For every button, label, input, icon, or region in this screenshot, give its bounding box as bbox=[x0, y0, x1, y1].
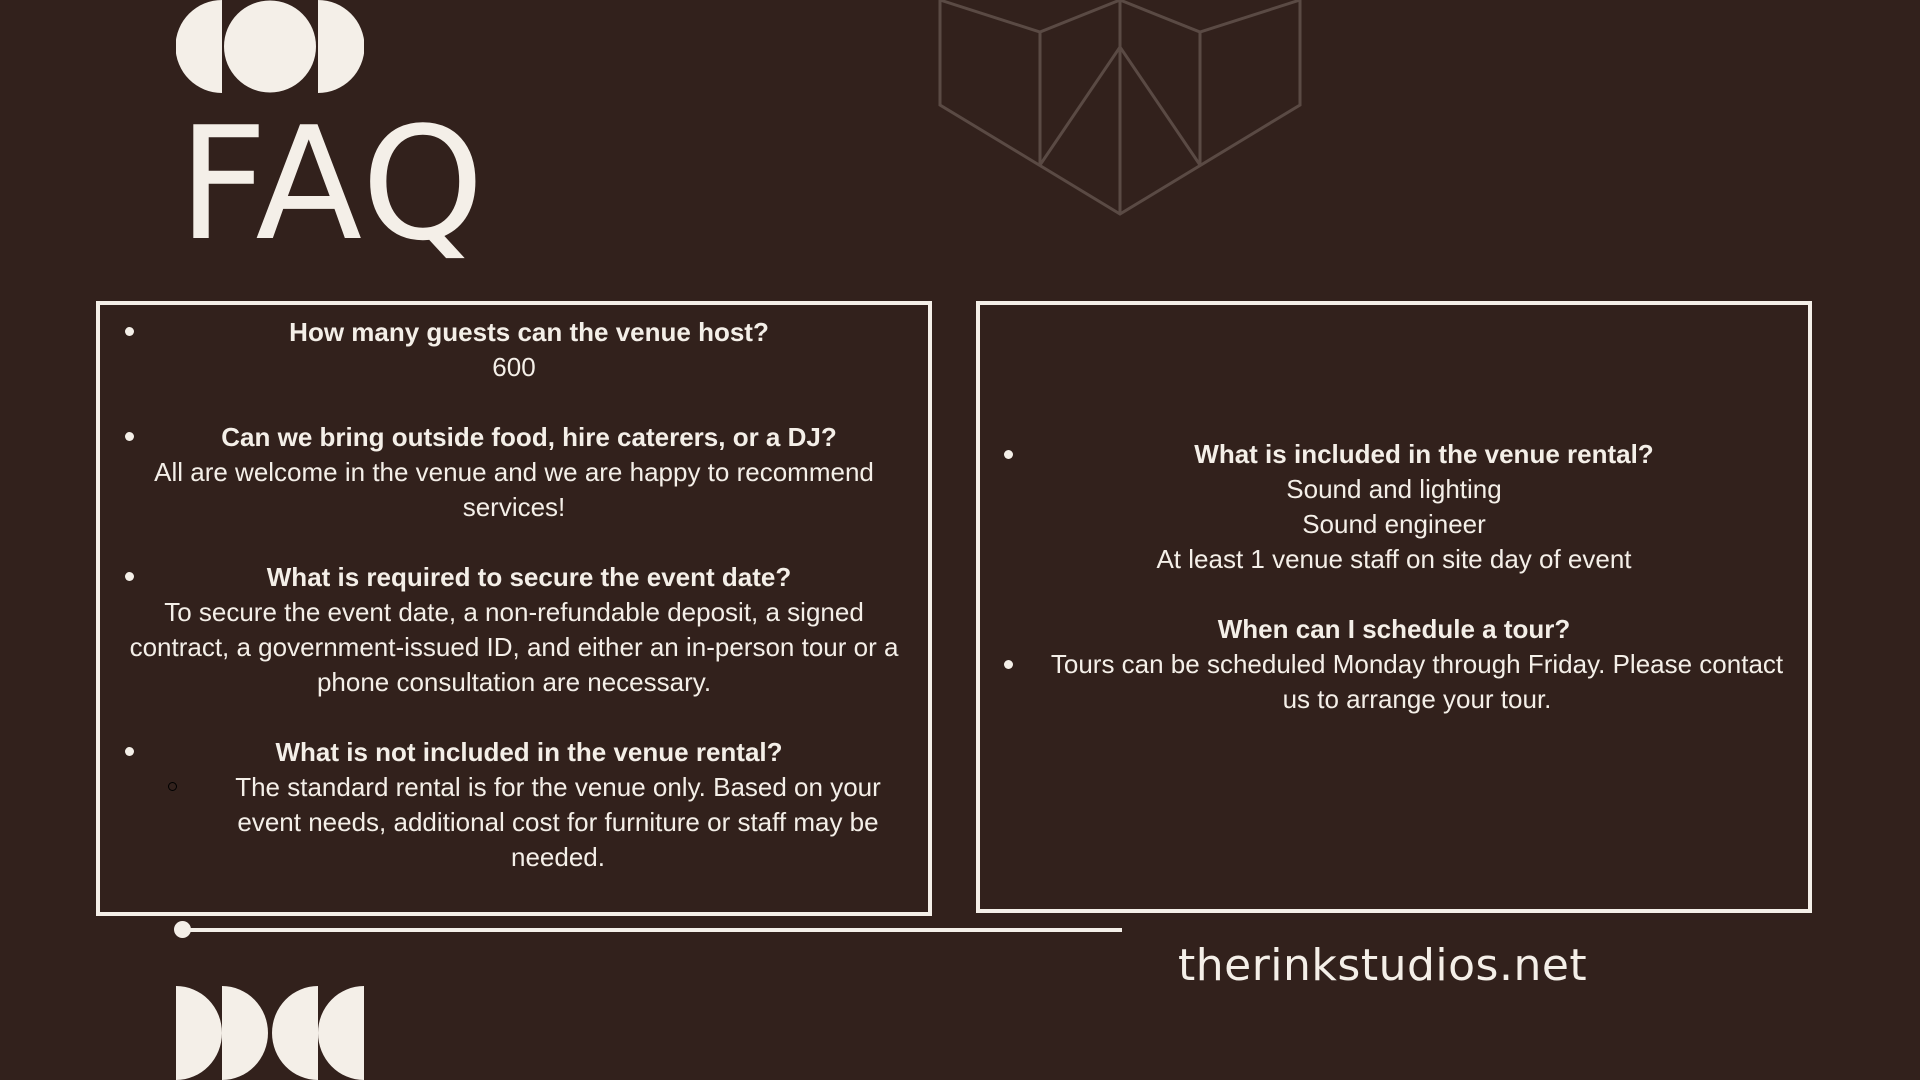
faq-answer-line: 600 bbox=[492, 352, 536, 382]
faq-item-outside-food bbox=[100, 420, 928, 455]
faq-item-not-included bbox=[100, 735, 928, 770]
faq-answer-guests bbox=[100, 350, 928, 385]
faq-question: What is included in the venue rental? bbox=[1194, 439, 1654, 469]
faq-question: What is not included in the venue rental? bbox=[275, 737, 783, 767]
faq-panel-right bbox=[976, 301, 1812, 913]
faq-item-secure-date bbox=[100, 560, 928, 595]
faq-answer-line: phone consultation are necessary. bbox=[316, 667, 712, 697]
faq-answer-tour bbox=[980, 647, 1808, 717]
faq-answer-line: Tours can be scheduled Monday through Friday. Please contact bbox=[1050, 649, 1784, 679]
faq-answer-line: us to arrange your tour. bbox=[1282, 684, 1552, 714]
faq-answer-line: services! bbox=[462, 492, 566, 522]
faq-question: Can we bring outside food, hire caterers, or a DJ? bbox=[221, 422, 837, 452]
faq-answer-included bbox=[980, 472, 1808, 577]
faq-answer-secure-date bbox=[100, 595, 928, 700]
faq-answer-line: To secure the event date, a non-refundable deposit, a signed bbox=[164, 597, 864, 627]
faq-answer-line: The standard rental is for the venue only. Based on your bbox=[235, 772, 881, 802]
faq-answer-line: Sound and lighting bbox=[1286, 474, 1502, 504]
decorative-circles-top bbox=[176, 0, 364, 93]
divider-line bbox=[182, 928, 1122, 932]
faq-question: How many guests can the venue host? bbox=[289, 317, 769, 347]
faq-question: When can I schedule a tour? bbox=[1217, 614, 1571, 644]
faq-panel-left bbox=[96, 301, 932, 916]
faq-answer-line: needed. bbox=[511, 842, 605, 872]
faq-answer-line: contract, a government-issued ID, and either an in-person tour or a bbox=[129, 632, 899, 662]
faq-item-guests bbox=[100, 315, 928, 350]
decorative-halfcircles-bottom bbox=[176, 986, 364, 1080]
faq-answer-outside-food bbox=[100, 455, 928, 525]
website-url: therinkstudios.net bbox=[1178, 940, 1588, 991]
faq-answer-line: event needs, additional cost for furniture or staff may be bbox=[237, 807, 879, 837]
faq-answer-line: Sound engineer bbox=[1302, 509, 1486, 539]
faq-item-tour bbox=[980, 612, 1808, 647]
faq-answer-not-included bbox=[188, 770, 928, 875]
divider-dot bbox=[174, 921, 191, 938]
faq-answer-line: At least 1 venue staff on site day of event bbox=[1156, 544, 1632, 574]
sub-bullet-circle bbox=[168, 782, 177, 791]
faq-question: What is required to secure the event date? bbox=[266, 562, 792, 592]
faq-item-included bbox=[980, 437, 1808, 472]
faq-answer-line: All are welcome in the venue and we are happy to recommend bbox=[154, 457, 874, 487]
page-title: FAQ bbox=[178, 93, 487, 275]
decorative-cube-outline bbox=[935, 0, 1305, 218]
